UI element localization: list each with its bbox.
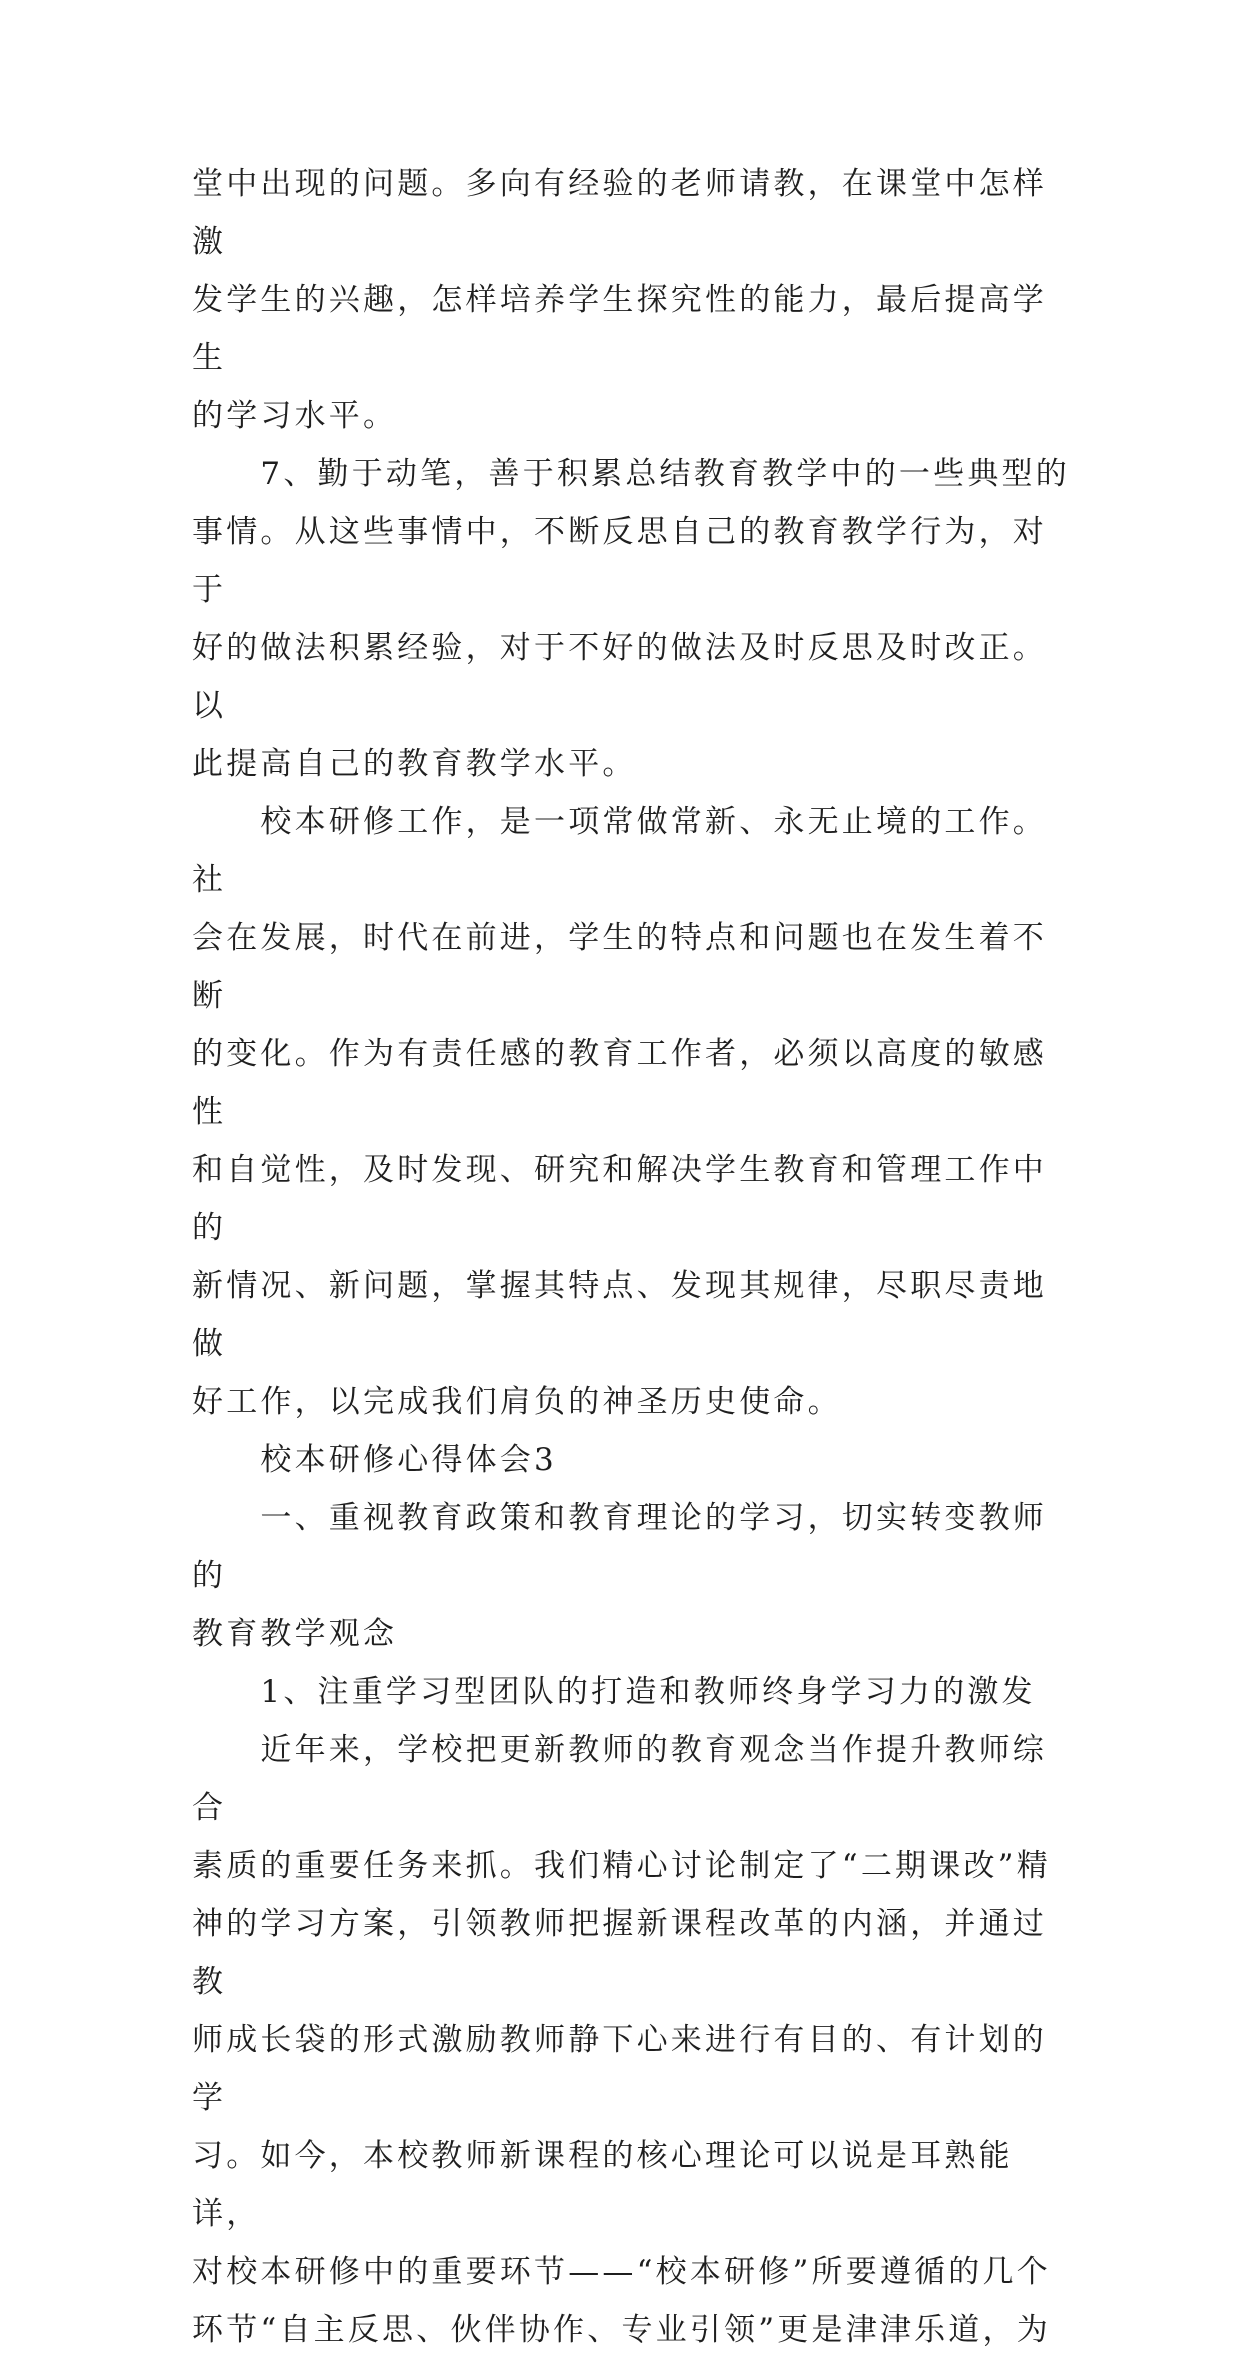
section-heading-3: 校本研修心得体会3 [192, 1442, 557, 1478]
paragraph-school-research-summary: 校本研修工作，是一项常做常新、永无止境的工作。社 会在发展，时代在前进，学生的特点和问题也在发生着不断 的变化。作为有责任感的教育工作者，必须以高度的敏感性 和自觉性，及时发现、研究和解决学生教育和管理工作中的 新情况、新问题，掌握其特点、发现其规律，尽职尽责地做 好工作，以完成我们肩负的神圣历史使命。 [192, 804, 1047, 1420]
subheading-item-1: 1、注重学习型团队的打造和教师终身学习力的激发 [192, 1674, 1036, 1710]
paragraph-item-7: 7、勤于动笔，善于积累总结教育教学中的一些典型的 事情。从这些事情中，不断反思自己的教育教学行为，对于 好的做法积累经验，对于不好的做法及时反思及时改正。以 此提高自己的教育教学水平。 [192, 456, 1070, 782]
paragraph-continued-problems: 堂中出现的问题。多向有经验的老师请教，在课堂中怎样激 发学生的兴趣，怎样培养学生探究性的能力，最后提高学生 的学习水平。 [192, 166, 1047, 434]
paragraph-recent-years: 近年来，学校把更新教师的教育观念当作提升教师综合 素质的重要任务来抓。我们精心讨论制定了“二期课改”精 神的学习方案，引领教师把握新课程改革的内涵，并通过教 师成长袋的形式激励教师静下心来进行有目的、有计划的学 习。如今，本校教师新课程的核心理论可以说是耳熟能详， 对校本研修中的重要环节——“校本研修”所要遵循的几个 环节“自主反思、伙伴协作、专业引领”更是津津乐道，为 [192, 1732, 1051, 2348]
document-body [192, 155, 1072, 2359]
subheading-part-one: 一、重视教育政策和教育理论的学习，切实转变教师的 教育教学观念 [192, 1500, 1047, 1652]
